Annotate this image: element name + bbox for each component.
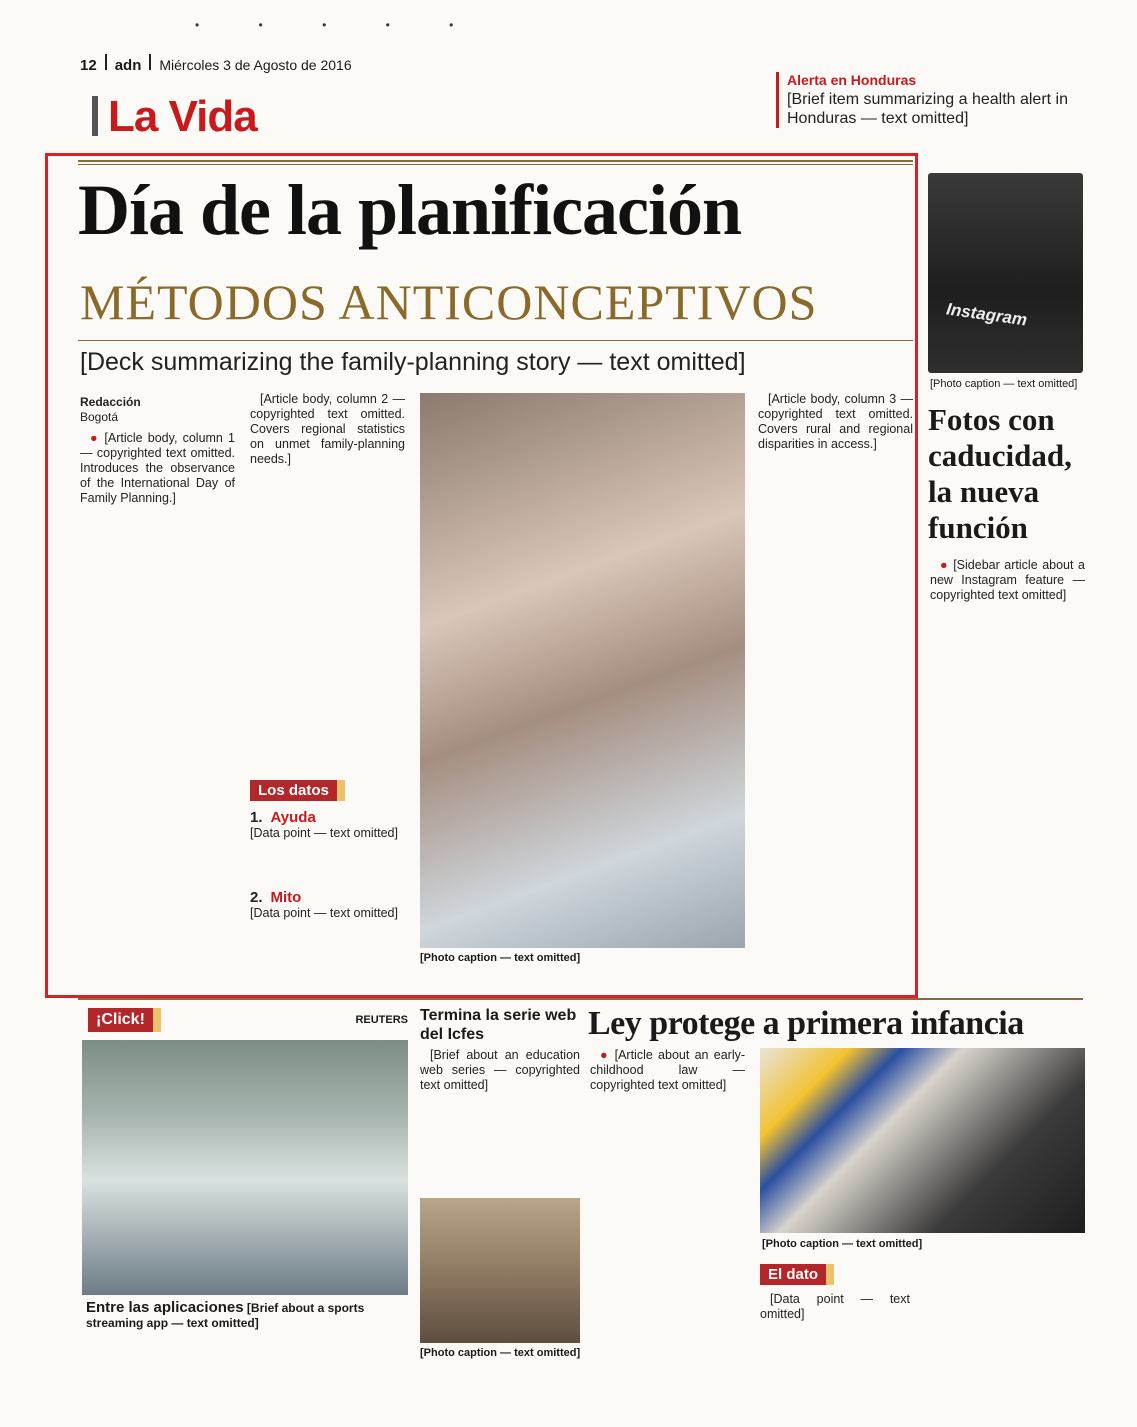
divider [105,54,107,70]
sidebar-headline: Fotos con caducidad, la nueva función [928,402,1072,545]
article-column-1 [80,395,235,510]
section-marker [92,96,98,136]
body-text: [Article body, column 2 — copyrighted text omitted. Covers regional statistics on unmet family-planning needs.] [250,392,405,466]
alert-dek: [Brief item summarizing a health alert in Honduras — text omitted] [787,91,1068,127]
brand-logo: adn [114,57,142,74]
ley-headline: Ley protege a primera infancia [588,1005,1024,1042]
ley-body [590,1048,745,1097]
click-header [88,1008,408,1034]
icfes-photo [420,1198,580,1343]
byline-location: Bogotá [80,410,119,424]
feature-photo-caption: [Photo caption — text omitted] [420,952,581,964]
body-text: [Article body, column 1 — copyrighted text omitted. Introduces the observance of the International Day of Family Planning.] [80,431,235,505]
click-title: ¡Click! [88,1008,161,1032]
body-text: [Brief about an education web series — copyrighted text omitted] [420,1048,580,1092]
datos-text: [Data point — text omitted] [250,826,398,840]
ley-photo [760,1048,1085,1233]
divider [149,54,151,70]
feature-photo [420,393,745,948]
datos-label: Ayuda [270,809,316,826]
alert-box [776,72,1086,128]
photo-credit: REUTERS [355,1014,408,1026]
click-body: [Brief about a sports streaming app — text omitted] [86,1301,365,1330]
instagram-logo-text: Instagram [945,299,1029,330]
feature-headline: Día de la planificación [78,170,742,250]
feature-subhead: MÉTODOS ANTICONCEPTIVOS [80,274,818,330]
bullet-icon: ● [940,558,949,572]
byline: Redacción [80,395,141,409]
article-column-3 [758,392,913,456]
dato-title: El dato [760,1264,834,1285]
datos-text: [Data point — text omitted] [250,906,398,920]
section-rule [78,998,1083,1000]
section-title: La Vida [108,92,257,141]
bullet-icon: ● [90,431,100,445]
icfes-body [420,1048,580,1097]
body-text: [Sidebar article about a new Instagram feature — copyrighted text omitted] [930,558,1085,602]
click-text [86,1300,406,1331]
click-photo [82,1040,408,1295]
article-column-2 [250,392,405,471]
body-text: [Data point — text omitted] [760,1292,910,1321]
bullet-icon: ● [600,1048,610,1062]
icfes-headline: Termina la serie web del Icfes [420,1007,577,1043]
page-number: 12 [80,57,97,74]
alert-kicker: Alerta en Honduras [787,72,917,88]
datos-item [250,810,405,841]
header-dots: • • • • • [195,18,482,32]
ley-photo-caption: [Photo caption — text omitted] [762,1238,923,1250]
dato-text [760,1292,910,1326]
feature-rule [78,340,913,341]
issue-date: Miércoles 3 de Agosto de 2016 [159,57,352,73]
click-lead: Entre las aplicaciones [86,1299,244,1316]
datos-title: Los datos [250,780,345,801]
datos-item [250,890,405,921]
sidebar-body [930,558,1085,607]
datos-number: 1. [250,809,263,826]
icfes-photo-caption: [Photo caption — text omitted] [420,1347,581,1359]
feature-deck: [Deck summarizing the family-planning story — text omitted] [80,348,746,376]
datos-label: Mito [270,889,302,906]
page-bar [80,54,352,74]
datos-number: 2. [250,889,263,906]
instagram-photo [928,173,1083,373]
body-text: [Article about an early-childhood law — copyrighted text omitted] [590,1048,746,1092]
feature-rule [78,160,913,165]
body-text: [Article body, column 3 — copyrighted text omitted. Covers rural and regional disparities in access.] [758,392,913,451]
instagram-photo-caption: [Photo caption — text omitted] [930,378,1078,390]
